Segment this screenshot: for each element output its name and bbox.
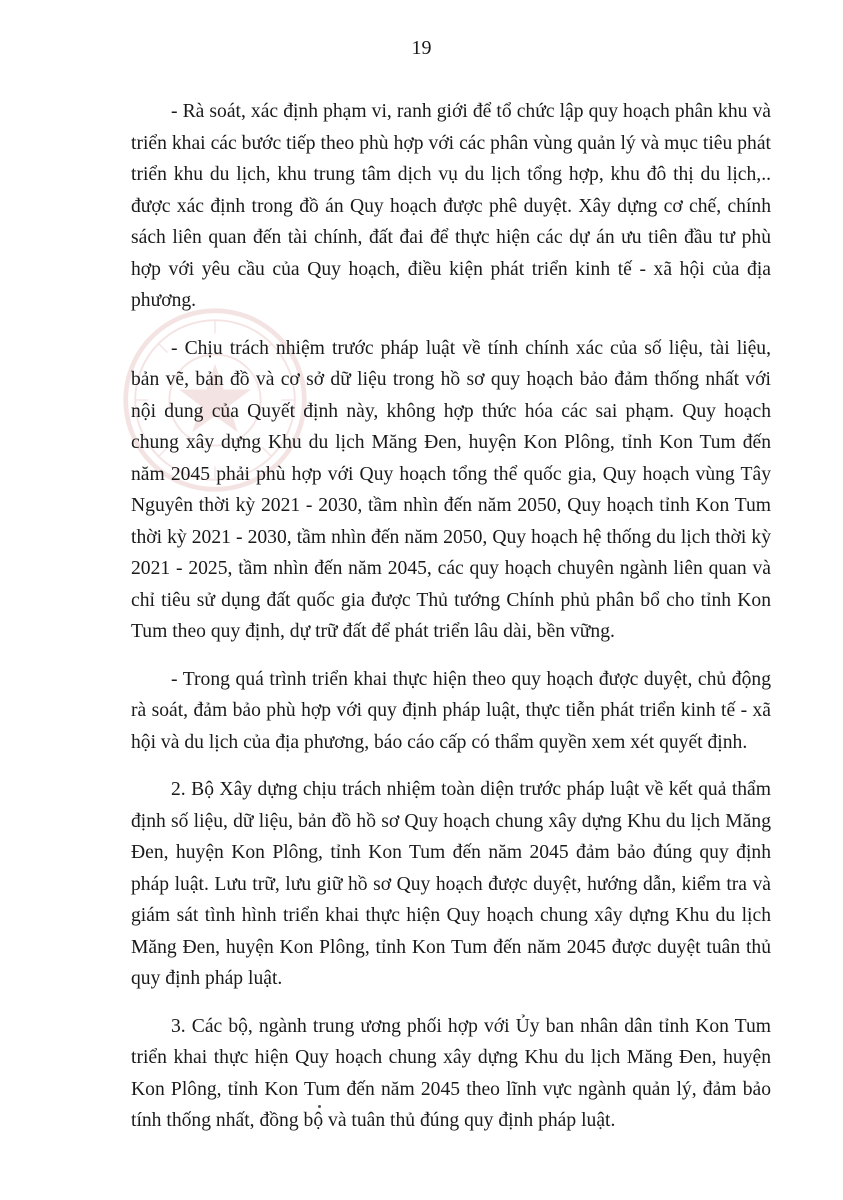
paragraph-legal-responsibility: - Chịu trách nhiệm trước pháp luật về tính chính xác của số liệu, tài liệu, bản vẽ, bản đồ và cơ sở dữ liệu trong hồ sơ quy hoạch bảo đảm thống nhất với nội dung của Quyết định này, không hợp thức hóa các sai phạm. Quy hoạch chung xây dựng Khu du lịch Măng Đen, huyện Kon Plông, tỉnh Kon Tum đến năm 2045 phải phù hợp với Quy hoạch tổng thể quốc gia, Quy hoạch vùng Tây Nguyên thời kỳ 2021 - 2030, tầm nhìn đến năm 2050, Quy hoạch tỉnh Kon Tum thời kỳ 2021 - 2030, tầm nhìn đến năm 2050, Quy hoạch hệ thống du lịch thời kỳ 2021 - 2025, tầm nhìn đến năm 2045, các quy hoạch chuyên ngành liên quan và chỉ tiêu sử dụng đất quốc gia được Thủ tướng Chính phủ phân bổ cho tỉnh Kon Tum theo quy định, dự trữ đất để phát triển lâu dài, bền vững. bbox=[131, 337, 771, 642]
paragraph-review-scope: - Rà soát, xác định phạm vi, ranh giới để tổ chức lập quy hoạch phân khu và triển khai các bước tiếp theo phù hợp với các phân vùng quản lý và mục tiêu phát triển khu du lịch, khu trung tâm dịch vụ du lịch tổng hợp, khu đô thị du lịch,.. được xác định trong đồ án Quy hoạch được phê duyệt. Xây dựng cơ chế, chính sách liên quan đến tài chính, đất đai để thực hiện các dự án ưu tiên đầu tư phù hợp với yêu cầu của Quy hoạch, điều kiện phát triển kinh tế - xã hội của địa phương. bbox=[131, 101, 771, 311]
page-number: 19 bbox=[411, 37, 432, 59]
document-body bbox=[131, 96, 771, 1153]
paragraph-ministry-of-construction: 2. Bộ Xây dựng chịu trách nhiệm toàn diện trước pháp luật về kết quả thẩm định số liệu, dữ liệu, bản đồ hồ sơ Quy hoạch chung xây dựng Khu du lịch Măng Đen, huyện Kon Plông, tỉnh Kon Tum đến năm 2045 đảm bảo đúng quy định pháp luật. Lưu trữ, lưu giữ hồ sơ Quy hoạch được duyệt, hướng dẫn, kiểm tra và giám sát tình hình triển khai thực hiện Quy hoạch chung xây dựng Khu du lịch Măng Đen, huyện Kon Plông, tỉnh Kon Tum đến năm 2045 được duyệt tuân thủ quy định pháp luật. bbox=[131, 779, 771, 989]
paragraph-ministries-coordination: 3. Các bộ, ngành trung ương phối hợp với Ủy ban nhân dân tỉnh Kon Tum triển khai thực hiện Quy hoạch chung xây dựng Khu du lịch Măng Đen, huyện Kon Plông, tỉnh Kon Tum đến năm 2045 theo lĩnh vực ngành quản lý, đảm bảo tính thống nhất, đồng bộ và tuân thủ đúng quy định pháp luật. bbox=[131, 1015, 771, 1131]
paragraph-implementation-review: - Trong quá trình triển khai thực hiện theo quy hoạch được duyệt, chủ động rà soát, đảm bảo phù hợp với quy định pháp luật, thực tiễn phát triển kinh tế - xã hội và du lịch của địa phương, báo cáo cấp có thẩm quyền xem xét quyết định. bbox=[131, 668, 771, 753]
stray-dot bbox=[318, 1105, 321, 1108]
